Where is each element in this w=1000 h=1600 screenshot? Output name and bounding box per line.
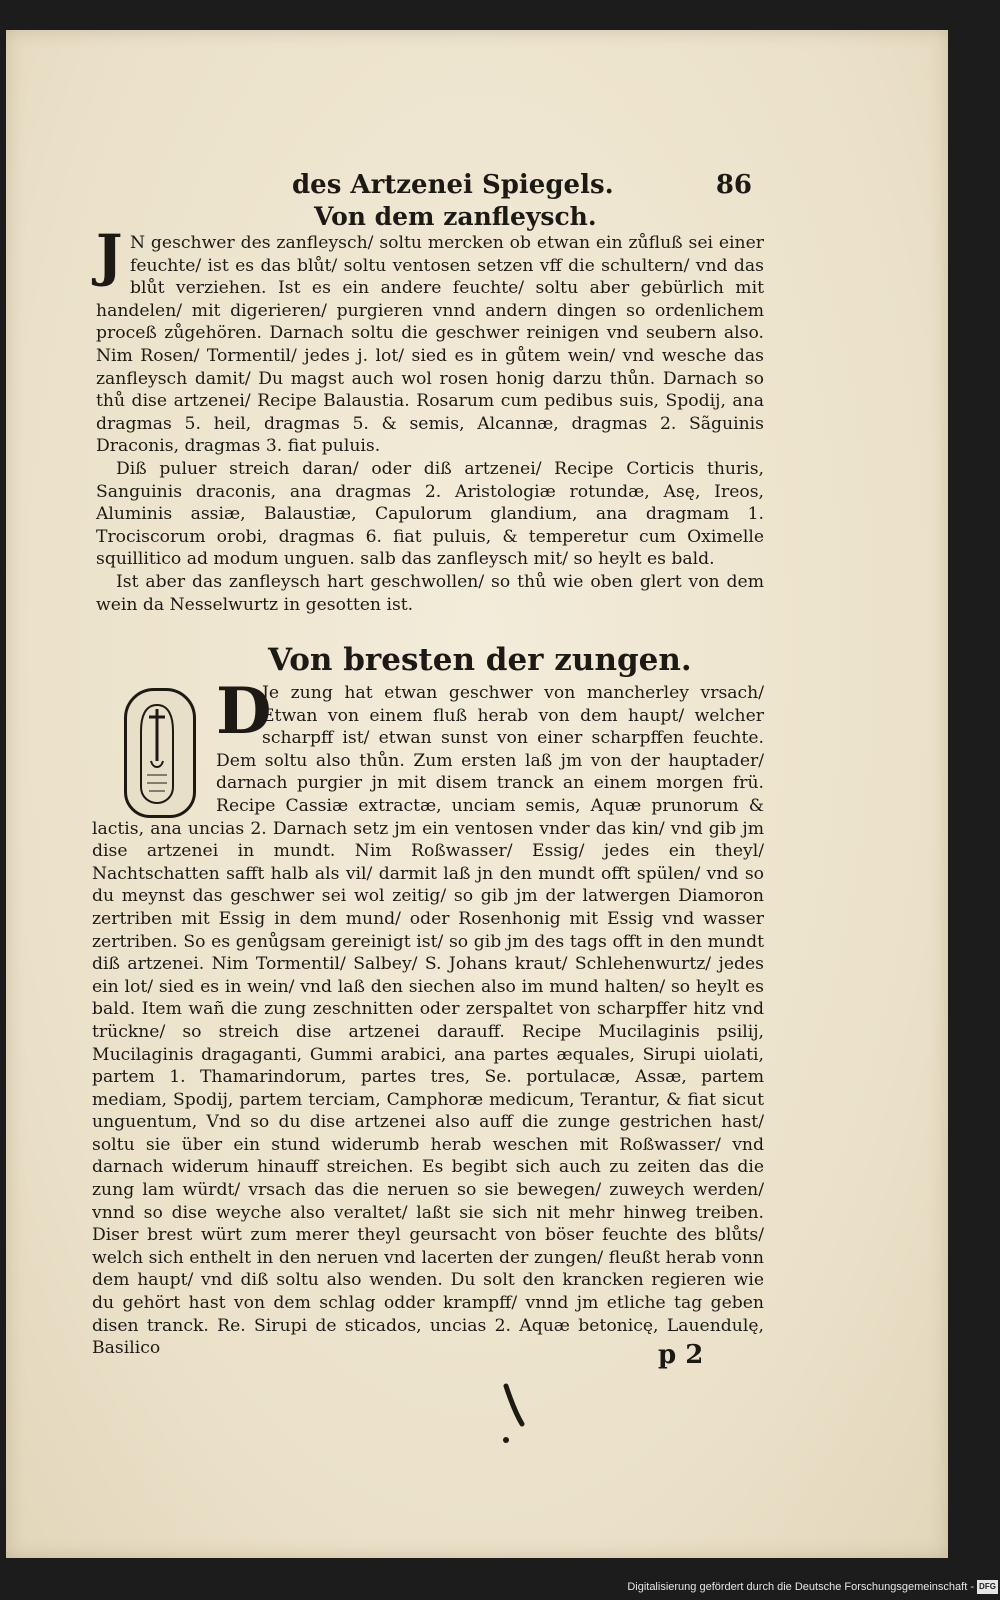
paragraph: Diß puluer streich daran/ oder diß artzenei/ Recipe Corticis thuris, Sanguinis draconis, ana dragmas 2. Aristologiæ rotundæ, Asę, Ireos, Aluminis assiæ, Balaustiæ, Capulorum glandium, ana dragmam 1. Trociscorum orobi, dragmas 6. fiat puluis, & temperetur cum Oximelle squillitico ad modum unguen. salb das zanfleysch mit/ so heylt es bald. bbox=[96, 458, 764, 570]
paragraph bbox=[92, 674, 764, 1360]
section-heading-gums: Von dem zanfleysch. bbox=[314, 202, 597, 231]
ink-mark bbox=[496, 1380, 536, 1454]
dfg-logo-icon: DFG bbox=[977, 1580, 998, 1594]
illustration-spacer bbox=[92, 682, 216, 810]
section-heading-tongue: Von bresten der zungen. bbox=[268, 642, 692, 678]
footer-bar bbox=[0, 1578, 1000, 1600]
section-body-gums bbox=[96, 223, 764, 616]
catchword: p 2 bbox=[658, 1340, 704, 1370]
funding-credit: Digitalisierung gefördert durch die Deutsche Forschungsgemeinschaft - bbox=[627, 1581, 974, 1593]
book-page bbox=[6, 30, 948, 1558]
page-header bbox=[292, 170, 752, 204]
decorated-initial: D bbox=[216, 674, 272, 749]
paragraph-text: Je zung hat etwan geschwer von mancherley vrsach/ Etwan von einem fluß herab von dem haupt/ welcher scharpff ist/ etwan sunst von einer scharpffen feuchte. Dem soltu also thůn. Zum ersten laß jm von der hauptader/ darnach purgier jn mit disem tranck an einem morgen frü. Recipe Cassiæ extractæ, unciam semis, Aquæ prunorum & lactis, ana uncias 2. Darnach setz jm ein ventosen vnder das kin/ vnd gib jm dise artzenei in mundt. Nim Roßwasser/ Essig/ jedes ein theyl/ Nachtschatten safft halb als vil/ darmit laß jn den mundt offt spülen/ vnd so du meynst das geschwer sei wol zeitig/ so gib jm der latwergen Diamoron zertriben mit Essig in dem mund/ oder Rosenhonig mit Essig vnd wasser zertriben. So es genůgsam gereinigt ist/ so gib jm des tags offt in den mundt diß artzenei. Nim Tormentil/ Salbey/ S. Johans kraut/ Schlehenwurtz/ jedes ein lot/ sied es in wein/ vnd laß den siechen also im mund halten/ so heylt es bald. Item wañ die zung zeschnitten oder zerspaltet von scharpffer hitz vnd trückne/ so streich dise artzenei darauff. Recipe Mucilaginis psilij, Mucilaginis dragaganti, Gummi arabici, ana partes æquales, Sirupi uiolati, partem 1. Thamarindorum, partes tres, Se. portulacæ, Assæ, partem mediam, Spodij, partem terciam, Camphoræ medicum, Terantur, & fiat sicut unguentum, Vnd so du dise artzenei also auff die zunge gestrichen hast/ soltu sie über ein stund widerumb herab weschen mit Roßwasser/ vnd darnach widerum hinauff streichen. Es begibt sich auch zu zeiten das die zung lam würdt/ vrsach das die neruen so sie bewegen/ zuweych werden/ vnnd so dise weyche also veraltet/ laßt sie sich nit mehr hinweg treiben. Diser brest würt zum merer theyl geursacht von böser feuchte des blůts/ welch sich enthelt in den neruen vnd lacerten der zungen/ fleußt herab vonn dem haupt/ vnd diß soltu also wenden. Du solt den krancken regieren wie du gehört hast von dem schlag odder krampff/ vnnd jm etliche tag geben disen tranck. Re. Sirupi de sticados, uncias 2. Aquæ betonicę, Lauendulę, Basilico bbox=[92, 683, 764, 1359]
running-title: des Artzenei Spiegels. bbox=[292, 170, 614, 200]
section-body-tongue bbox=[92, 674, 764, 1360]
paragraph-text: N geschwer des zanfleysch/ soltu mercken ob etwan ein zůfluß sei einer feuchte/ ist es das blůt/ soltu ventosen setzen vff die schultern/ vnd das blůt verziehen. Ist es ein andere feuchte/ soltu aber gebürlich mit handelen/ mit digerieren/ purgieren vnnd andern dingen so ordenlichem proceß zůgehören. Darnach soltu die geschwer reinigen vnd seubern also. Nim Rosen/ Tormentil/ jedes j. lot/ sied es in gůtem wein/ vnd wesche das zanfleysch damit/ Du magst auch wol rosen honig darzu thůn. Darnach so thů dise artzenei/ Recipe Balaustia. Rosarum cum pedibus suis, Spodij, ana dragmas 5. heil, dragmas 5. & semis, Alcannæ, dragmas 2. Sãguinis Draconis, dragmas 3. fiat puluis. bbox=[96, 233, 764, 457]
folio-number: 86 bbox=[715, 170, 752, 200]
paragraph: Ist aber das zanfleysch hart geschwollen/ so thů wie oben glert von dem wein da Nesselwurtz in gesotten ist. bbox=[96, 571, 764, 615]
decorated-initial: J bbox=[96, 223, 123, 289]
paragraph bbox=[96, 223, 764, 458]
